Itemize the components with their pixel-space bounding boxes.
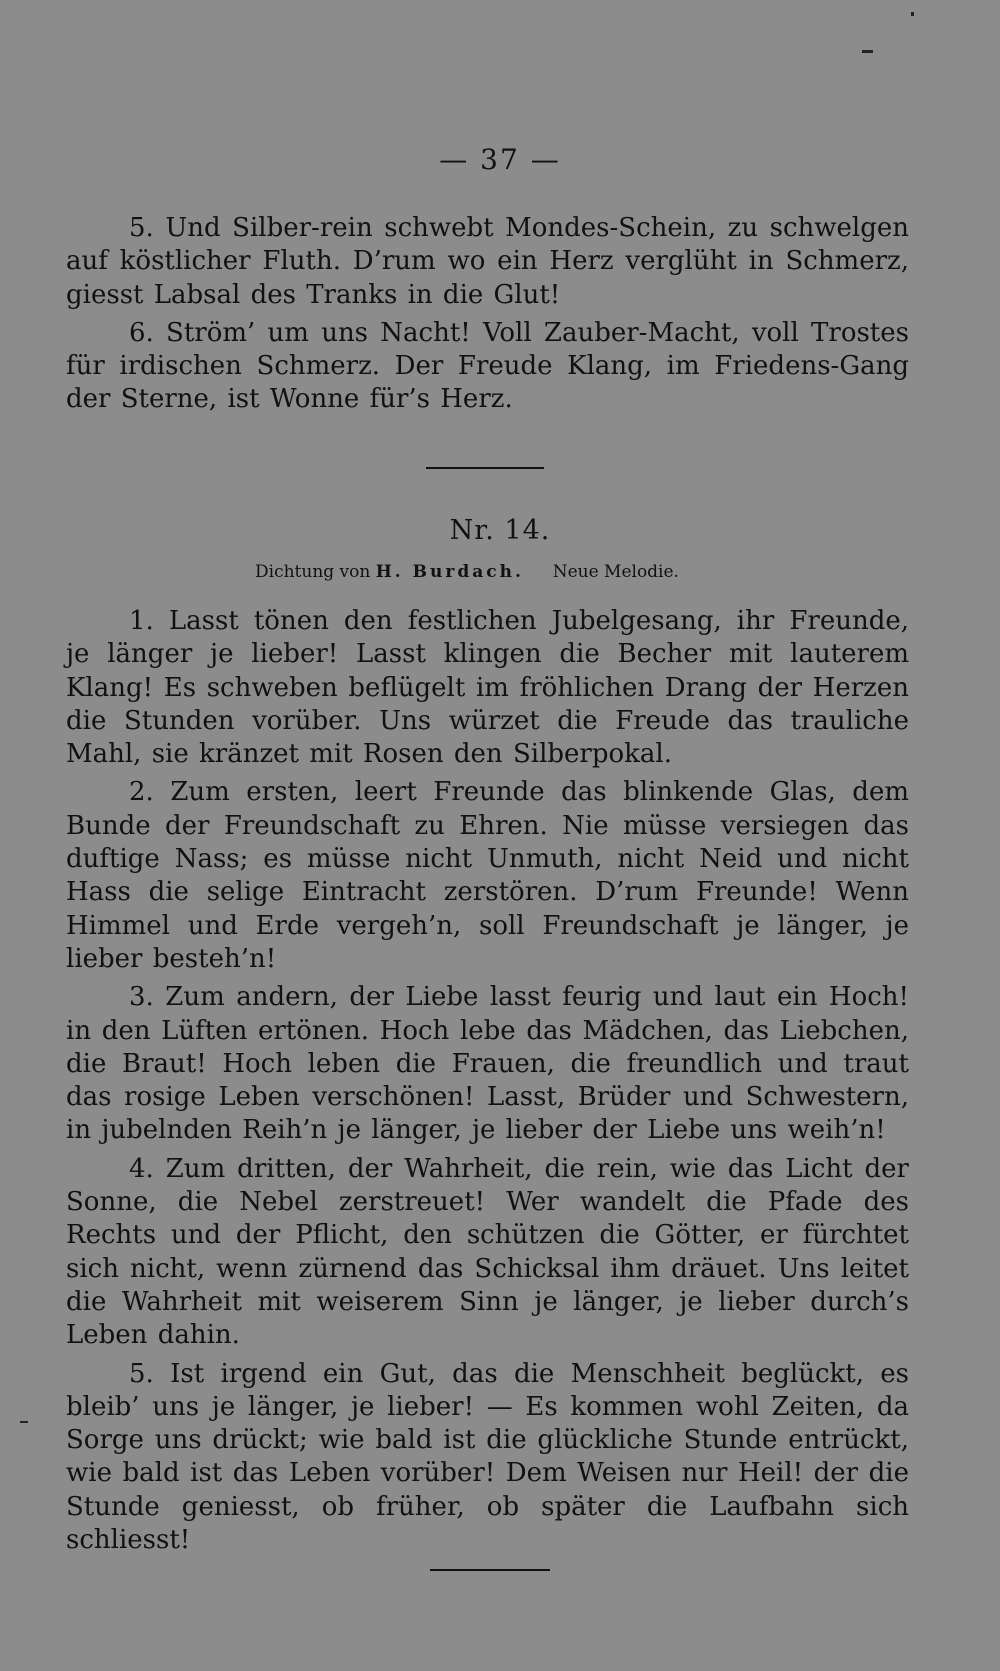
melody-note: Neue Melodie. [552, 562, 679, 582]
verse: 1. Lasst tönen den festlichen Jubelgesang, ihr Freunde, je länger je lieber! Lasst klingen die Becher mit lauterem Klang! Es schweben beflügelt im fröhlichen Drang der Herzen die Stunden vorüber. Uns würzet die Freude das trauliche Mahl, sie kränzet mit Rosen den Silberpokal. [66, 606, 909, 770]
page-number: — 37 — [439, 143, 561, 176]
song-number: Nr. 14. [449, 515, 551, 546]
previous-song-verses [66, 212, 909, 417]
verse: 2. Zum ersten, leert Freunde das blinkende Glas, dem Bunde der Freundschaft zu Ehren. Nie müsse versiegen das duftige Nass; es müsse nicht Unmuth, nicht Neid und nicht Hass die selige Eintracht zerstören. D’rum Freunde! Wenn Himmel und Erde vergeh’n, soll Freundschaft je länger, je lieber besteh’n! [66, 777, 909, 974]
section-divider [426, 467, 544, 469]
author-name: H. Burdach. [375, 562, 524, 582]
end-divider [430, 1569, 550, 1571]
song-verses [66, 605, 909, 1557]
verse: 4. Zum dritten, der Wahrheit, die rein, wie das Licht der Sonne, die Nebel zerstreuet! Wer wandelt die Pfade des Rechts und der Pflicht, den schützen die Götter, er fürchtet sich nicht, wenn zürnend das Schicksal ihm dräuet. Uns leitet die Wahrheit mit weiserem Sinn je länger, je lieber durch’s Leben dahin. [66, 1153, 909, 1351]
author-prefix: Dichtung von [255, 562, 371, 582]
print-speck [911, 12, 914, 16]
verse: 5. Und Silber-rein schwebt Mondes-Schein, zu schwelgen auf köstlicher Fluth. D’rum wo ein Herz verglüht in Schmerz, giesst Labsal des Tranks in die Glut! [66, 213, 909, 310]
verse: 5. Ist irgend ein Gut, das die Menschheit beglückt, es bleib’ uns je länger, je lieber! — Es kommen wohl Zeiten, da Sorge uns drückt; wie bald ist die glückliche Stunde entrückt, wie bald ist das Leben vorüber! Dem Weisen nur Heil! der die Stunde geniesst, ob früher, ob später die Laufbahn sich schliesst! [66, 1358, 909, 1556]
verse: 3. Zum andern, der Liebe lasst feurig und laut ein Hoch! in den Lüften ertönen. Hoch lebe das Mädchen, das Liebchen, die Braut! Hoch leben die Frauen, die freundlich und traut das rosige Leben verschönen! Lasst, Brüder und Schwestern, in jubelnden Reih’n je länger, je lieber der Liebe uns weih’n! [66, 982, 909, 1146]
verse: 6. Ström’ um uns Nacht! Voll Zauber-Macht, voll Trostes für irdischen Schmerz. Der Freude Klang, im Friedens-Gang der Sterne, ist Wonne für’s Herz. [66, 317, 909, 415]
print-speck [20, 1421, 28, 1423]
song-credits [255, 562, 755, 582]
print-speck [862, 50, 873, 53]
